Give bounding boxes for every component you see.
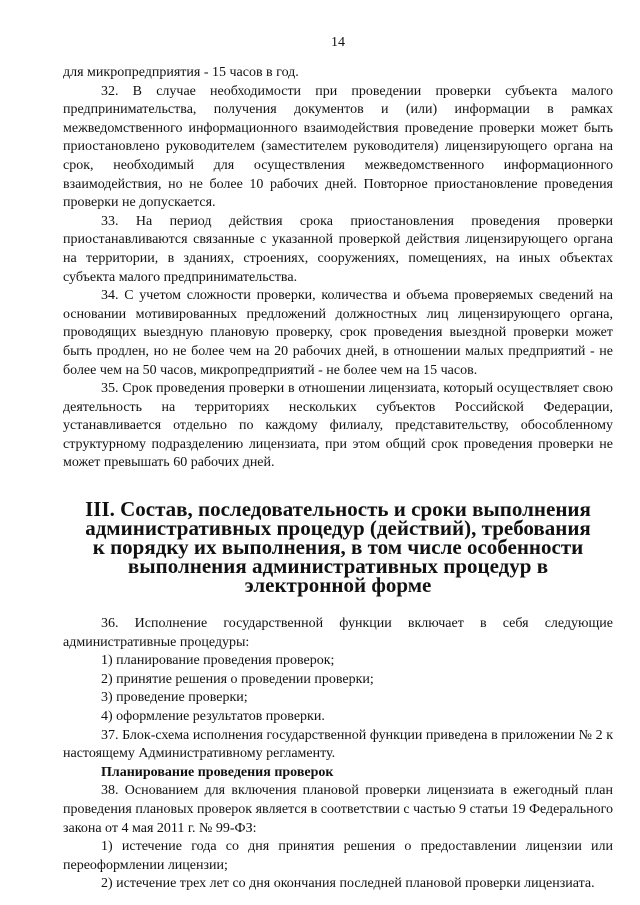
spacer xyxy=(63,595,613,615)
paragraph-31-continuation: для микропредприятия - 15 часов в год. xyxy=(63,65,299,80)
spacer xyxy=(63,473,613,500)
page-number: 14 xyxy=(331,35,345,50)
paragraph-32: 32. В случае необходимости при проведении проверки субъекта малого предпринимательства, получения документов и (или) информации в рамках межведомственного информационного взаимодействия проведение проверки может быть приостановлено руководителем (заместителем руководителя) лицензирующего органа на срок, необходимый для осуществления межведомственного информационного взаимодействия, но не более 10 рабочих дней. Повторное приостановление проведения проверки не допускается. xyxy=(63,83,613,211)
paragraph-36: 36. Исполнение государственной функции включает в себя следующие административные процедуры: xyxy=(63,616,613,650)
procedure-item: 2) принятие решения о проведении проверки; xyxy=(101,671,374,687)
paragraph-38: 38. Основанием для включения плановой проверки лицензиата в ежегодный план проведения плановых проверок является в соответствии с частью 9 статьи 19 Федерального закона от 4 мая 2011 г. № 99-ФЗ: xyxy=(63,783,613,836)
paragraph-34: 34. С учетом сложности проверки, количества и объема проверяемых сведений на основании мотивированных предложений должностных лиц лицензирующего органа, проводящих выездную плановую проверку, срок проведения выездной проверки может быть продлен, но не более чем на 20 рабочих дней, в отношении малых предприятий - не более чем на 50 часов, микропредприятий - не более чем на 15 часов. xyxy=(63,288,613,378)
paragraph-33: 33. На период действия срока приостановления проведения проверки приостанавливаются связанные с указанной проверкой действия лицензирующего органа на территории, в зданиях, строениях, сооружениях, помещениях, на иных объектах субъекта малого предпринимательства. xyxy=(63,213,613,285)
section-heading: III. Состав, последовательность и сроки выполнения административных процедур (действий), требования к порядку их выполнения, в том числе особенности выполнения административных процедур в электронной форме xyxy=(85,497,591,598)
ground-item: 2) истечение трех лет со дня окончания последней плановой проверки лицензиата. xyxy=(101,876,595,892)
ground-item: 1) истечение года со дня принятия решения о предоставлении лицензии или переоформлении лицензии; xyxy=(63,839,613,873)
subheading-planning: Планирование проведения проверок xyxy=(101,764,334,780)
document-page xyxy=(63,34,613,894)
procedure-item: 3) проведение проверки; xyxy=(101,690,248,706)
procedure-item: 4) оформление результатов проверки. xyxy=(101,709,325,725)
paragraph-35: 35. Срок проведения проверки в отношении лицензиата, который осуществляет свою деятельность на территориях нескольких субъектов Российской Федерации, устанавливается отдельно по каждому филиалу, представительству, обособленному структурному подразделению лицензиата, при этом общий срок проведения проверки не может превышать 60 рабочих дней. xyxy=(63,381,613,471)
paragraph-37: 37. Блок-схема исполнения государственной функции приведена в приложении № 2 к настоящему Административному регламенту. xyxy=(63,727,613,762)
procedure-item: 1) планирование проведения проверок; xyxy=(101,653,335,669)
